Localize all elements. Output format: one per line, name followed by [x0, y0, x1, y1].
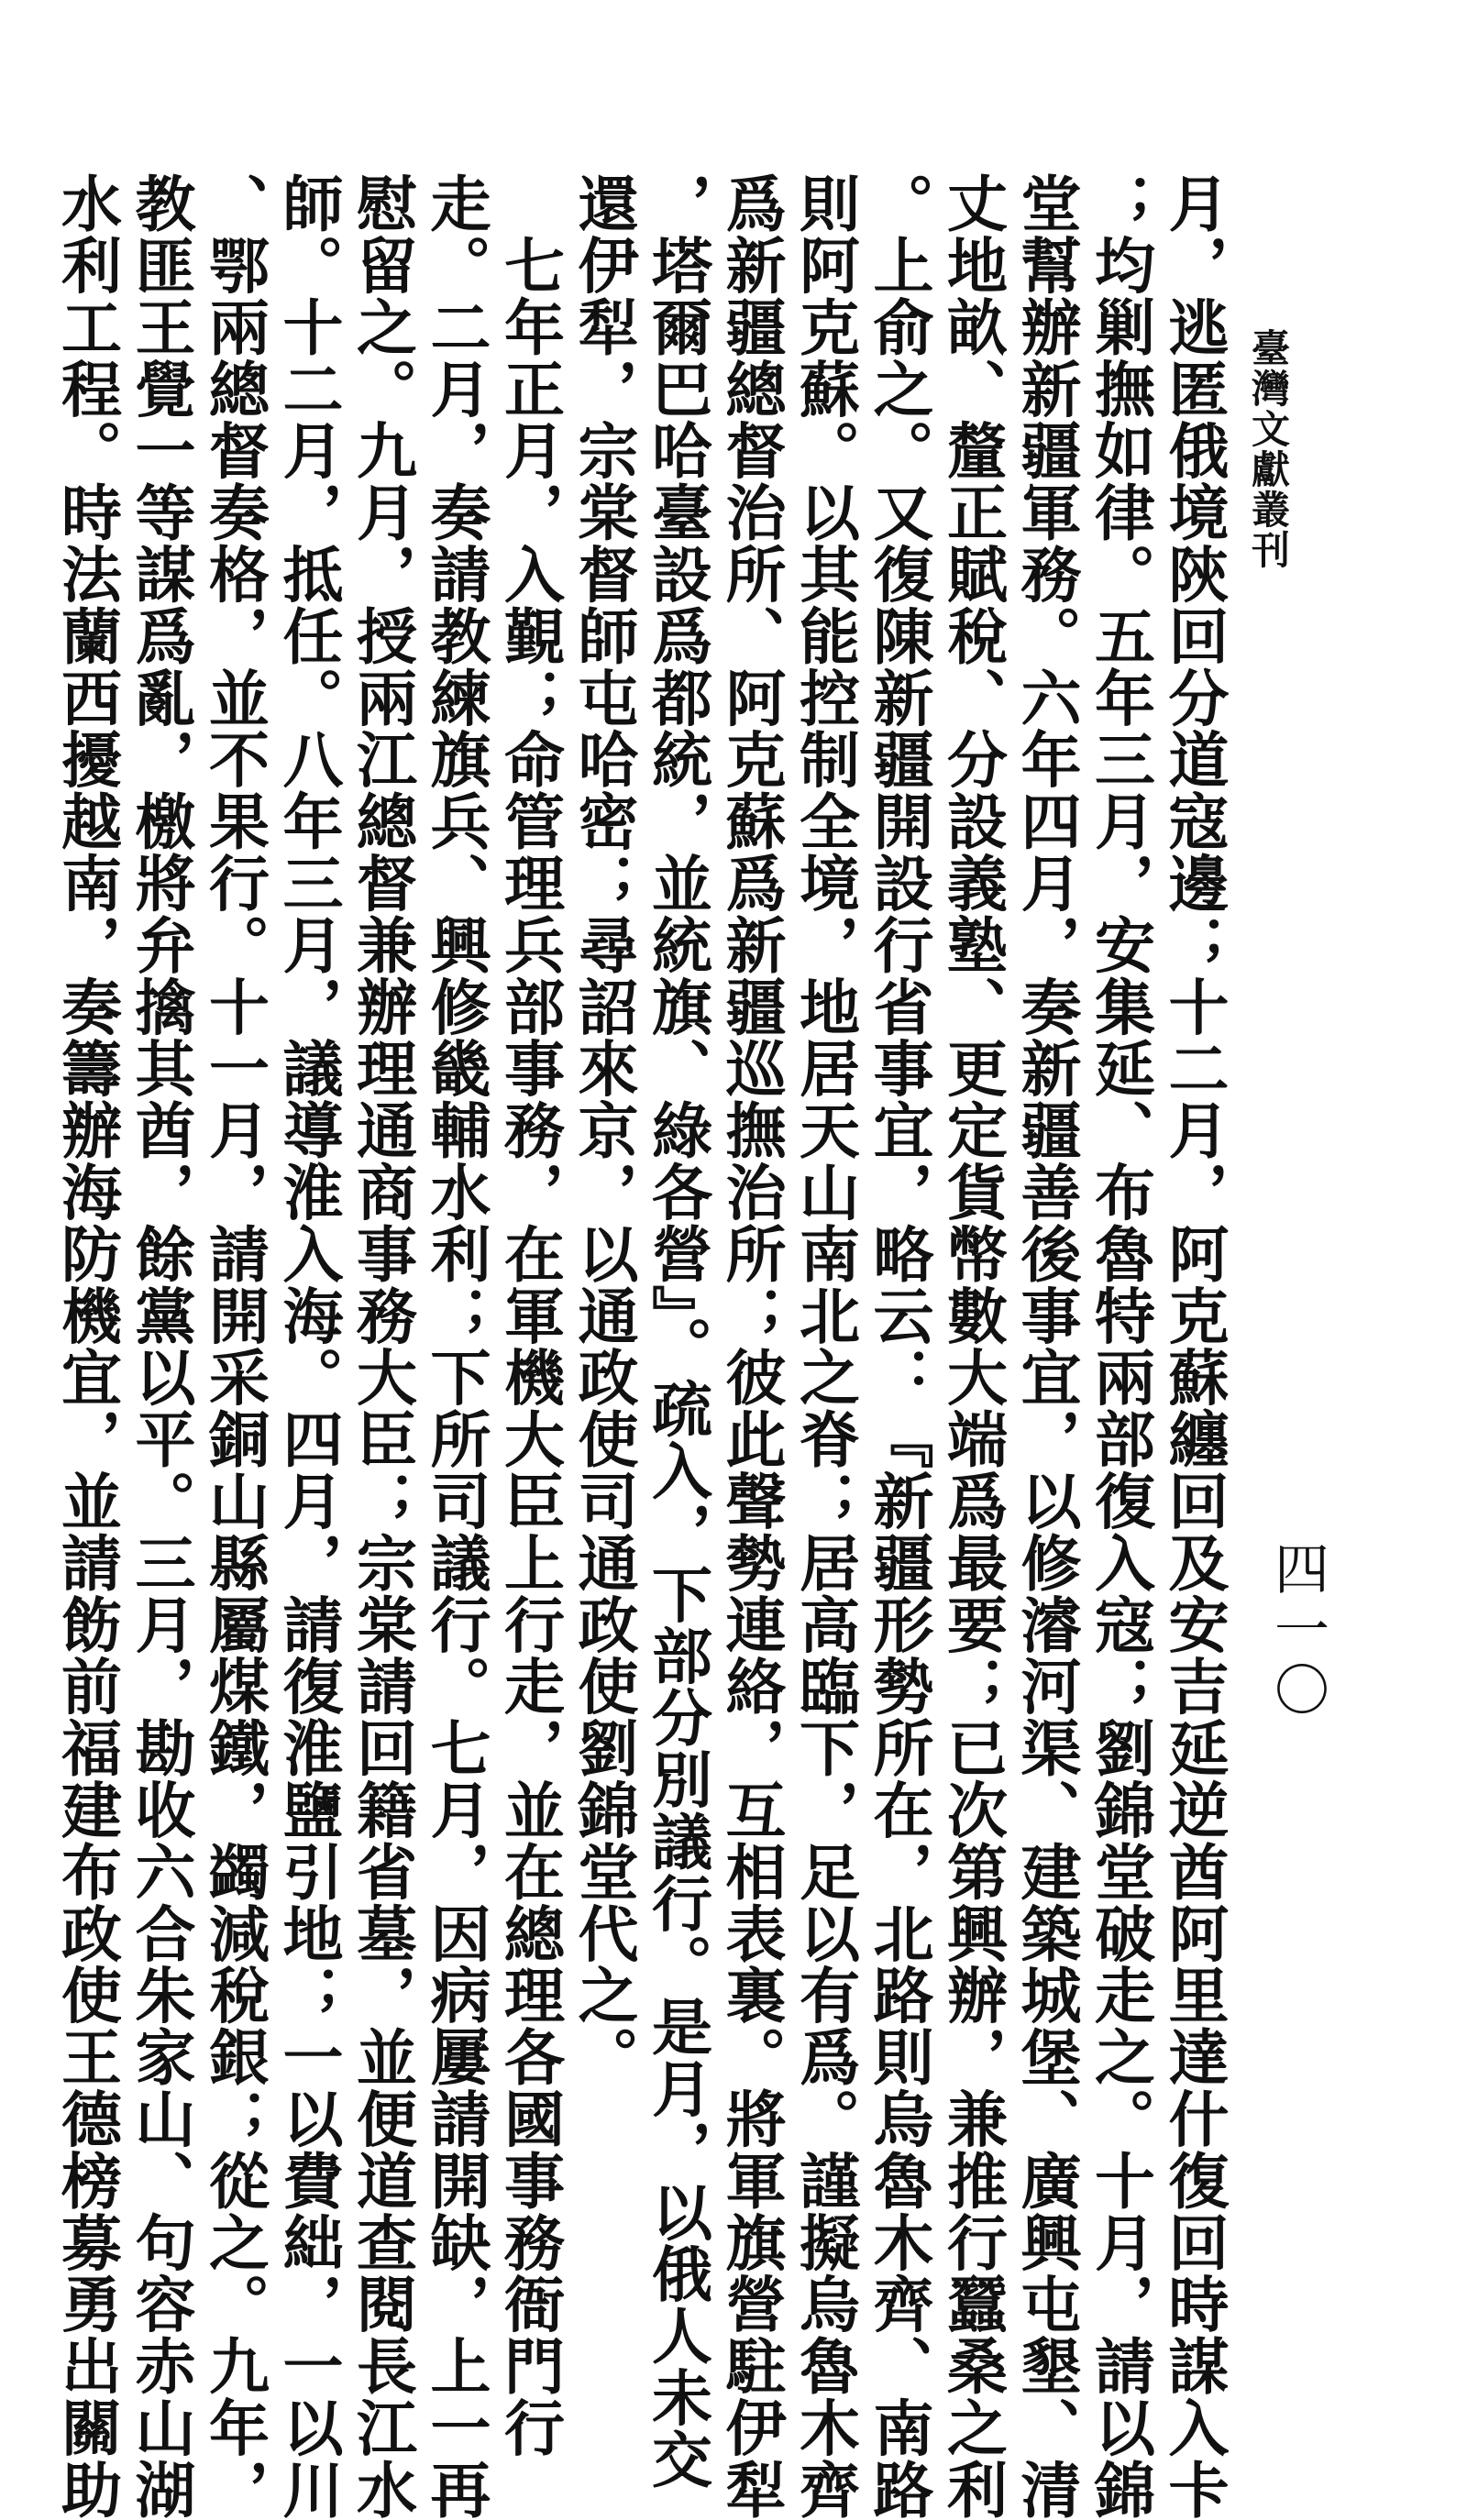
page-number: 四一〇	[1265, 1540, 1329, 1722]
body-text	[50, 172, 1230, 2520]
text-column: 水利工程。時法蘭西擾越南，奏籌辦海防機宜，並請飭前福建布政使王德榜募勇出關助	[50, 172, 123, 2520]
text-column: ；均剿撫如律。五年三月，安集延、布魯特兩部復入寇；劉錦堂破走之。十月，請以錦	[1084, 172, 1156, 2520]
text-column: 、鄂兩總督奏格，並不果行。十一月，請開采銅山縣屬煤鐵，蠲減稅銀；從之。九年，	[198, 172, 270, 2520]
text-column: 七年正月，入覲；命管理兵部事務，在軍機大臣上行走，並在總理各國事務衙門行	[493, 172, 566, 2459]
text-column: 月，逃匿俄境陝回分道寇邊；十二月，阿克蘇纏回及安吉延逆酋阿里達什復回時謀入卡	[1158, 172, 1230, 2520]
text-column: 堂幫辦新疆軍務。六年四月，奏新疆善後事宜，以修濬河渠、建築城堡、廣興屯墾、清	[1010, 172, 1082, 2520]
text-column: 教匪王覺一等謀爲亂，檄將弁擒其酋，餘黨以平。三月，勘收六合朱家山、句容赤山湖	[125, 172, 196, 2520]
text-column: 走。二月，奏請教練旗兵、興修畿輔水利；下所司議行。七月，因病屢請開缺，上一再	[420, 172, 491, 2520]
text-column: 丈地畝、釐正賦稅、分設義塾、更定貨幣數大端爲最要；已次第興辦，兼推行蠶桑之利	[936, 172, 1009, 2520]
series-title: 臺灣文獻叢刊	[1246, 328, 1291, 570]
text-column: 還伊犁，宗棠督師屯哈密；尋詔來京，以通政使司通政使劉錦堂代之。	[568, 172, 639, 2088]
text-column: 。上俞之。又復陳新疆開設行省事宜，略云：『新疆形勢所在，北路則烏魯木齊、南路	[863, 172, 934, 2520]
text-column: 爲新疆總督治所、阿克蘇爲新疆巡撫治所；彼此聲勢連絡，互相表裏。將軍旗營駐伊犁	[715, 172, 787, 2520]
text-column: 慰留之。九月，授兩江總督兼辦理通商事務大臣；宗棠請回籍省墓，並便道查閱長江水	[346, 172, 418, 2520]
text-column: 則阿克蘇。以其能控制全境，地居天山南北之脊；居高臨下，足以有爲。謹擬烏魯木齊	[789, 172, 861, 2520]
text-column: ，塔爾巴哈臺設爲都統，並統旗、綠各營』。疏入，下部分別議行。是月，以俄人未交	[641, 172, 713, 2491]
text-column: 師。十二月，抵任。八年三月，議導淮入海。四月，請復淮鹽引地；一以費絀，一以川	[272, 172, 344, 2520]
